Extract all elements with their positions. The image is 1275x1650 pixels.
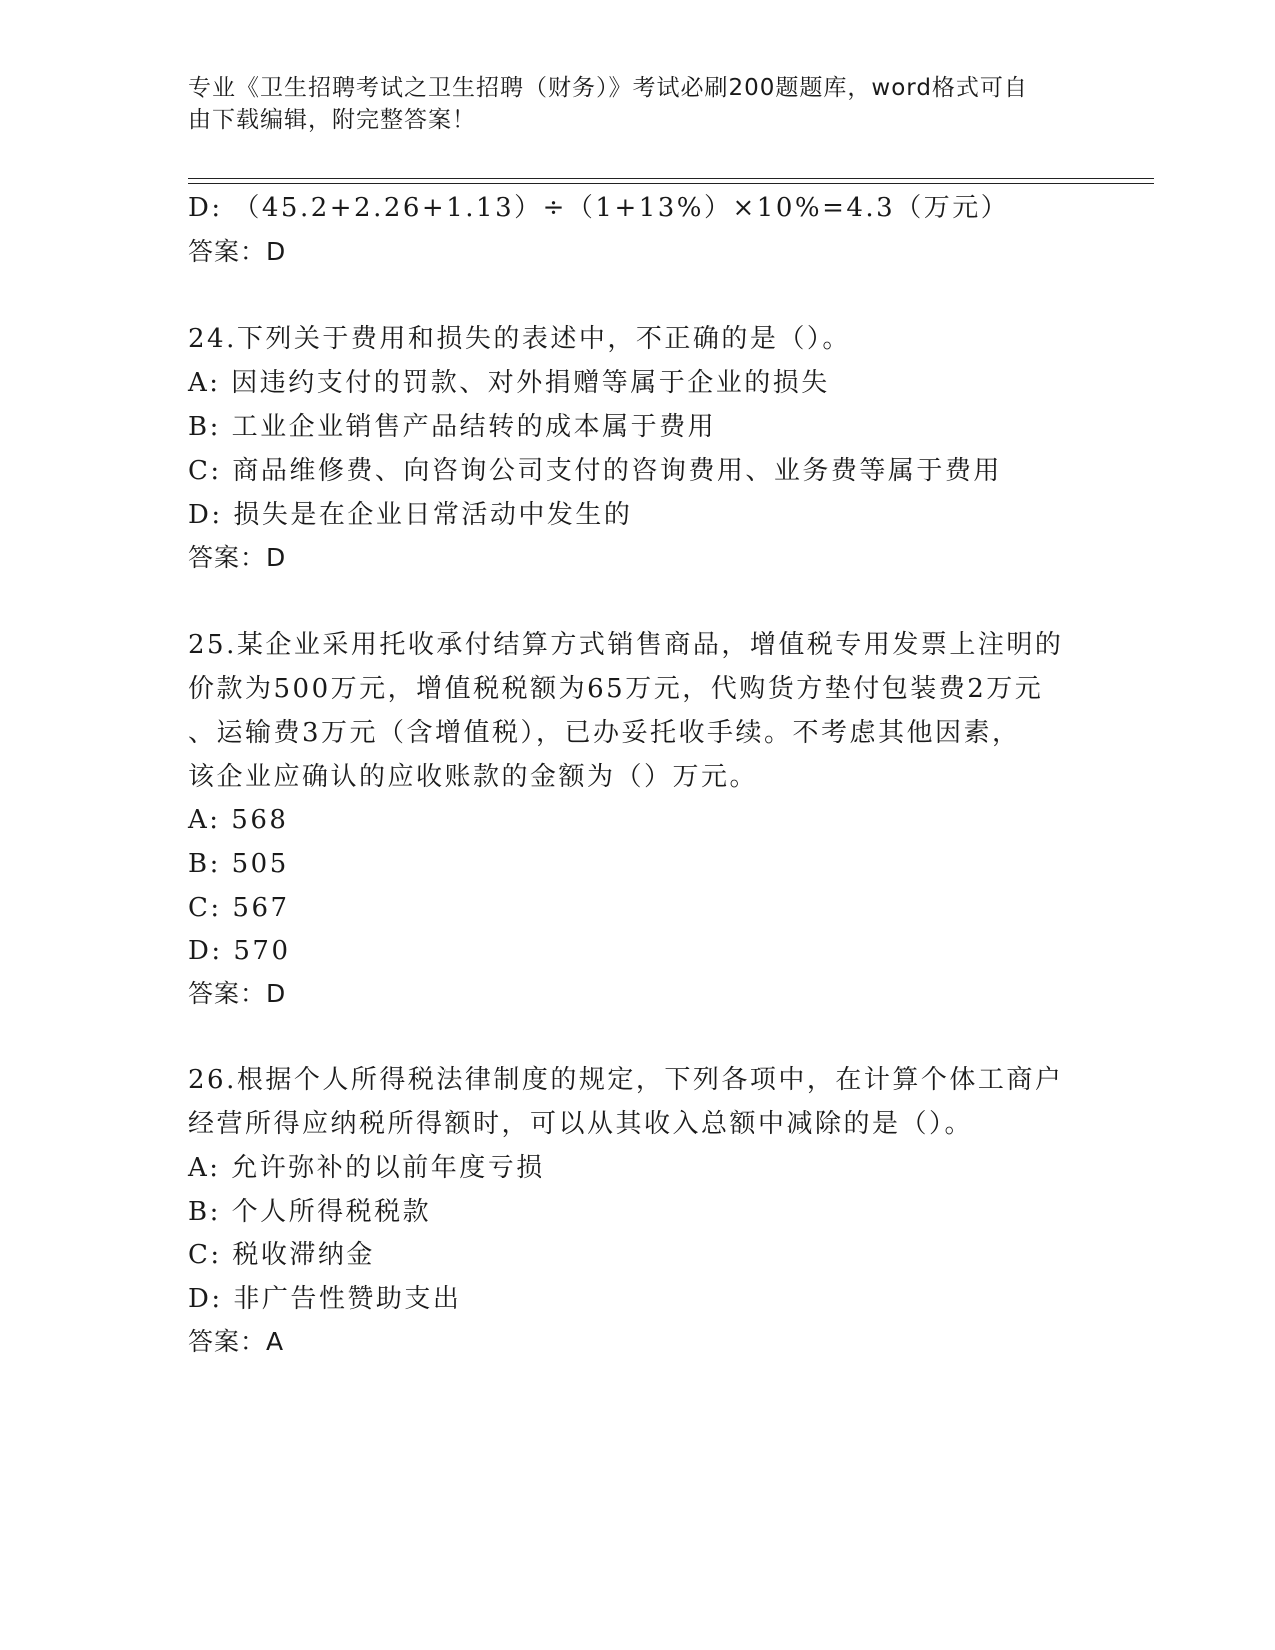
q26-option-d: D: 非广告性赞助支出 <box>188 1284 462 1314</box>
q24-option-b: B: 工业企业销售产品结转的成本属于费用 <box>188 412 717 442</box>
q26-stem-line-1: 26.根据个人所得税法律制度的规定，下列各项中，在计算个体工商户 <box>188 1065 1064 1095</box>
q24-stem: 24.下列关于费用和损失的表述中，不正确的是（）。 <box>188 324 851 354</box>
q24-option-c: C: 商品维修费、向咨询公司支付的咨询费用、业务费等属于费用 <box>188 456 1002 486</box>
q26-option-a: A: 允许弥补的以前年度亏损 <box>188 1153 545 1183</box>
q25-option-a: A: 568 <box>188 805 289 835</box>
q24-option-a: A: 因违约支付的罚款、对外捐赠等属于企业的损失 <box>188 368 830 398</box>
header-divider-top <box>188 178 1154 179</box>
q24-option-d: D: 损失是在企业日常活动中发生的 <box>188 500 633 530</box>
q25-option-d: D: 570 <box>188 936 291 966</box>
q26-option-b: B: 个人所得税税款 <box>188 1197 432 1227</box>
prev-option-d: D: （45.2+2.26+1.13）÷（1+13%）×10%=4.3（万元） <box>188 193 1010 223</box>
q25-stem-line-4: 该企业应确认的应收账款的金额为（）万元。 <box>188 762 759 792</box>
q25-option-b: B: 505 <box>188 849 289 879</box>
document-header <box>188 72 1068 136</box>
header-divider-bottom <box>188 183 1154 184</box>
q26-stem-line-2: 经营所得应纳税所得额时，可以从其收入总额中减除的是（）。 <box>188 1109 974 1139</box>
prev-answer: 答案：D <box>188 237 287 266</box>
q26-option-c: C: 税收滞纳金 <box>188 1240 375 1270</box>
q25-stem-line-3: 、运输费3万元（含增值税），已办妥托收手续。不考虑其他因素， <box>188 718 1021 748</box>
q25-answer: 答案：D <box>188 979 287 1008</box>
q26-answer: 答案：A <box>188 1327 285 1356</box>
header-line-2: 由下载编辑，附完整答案！ <box>188 107 476 133</box>
q25-option-c: C: 567 <box>188 893 290 923</box>
q24-answer: 答案：D <box>188 543 287 572</box>
q25-stem-line-2: 价款为500万元，增值税税额为65万元，代购货方垫付包装费2万元 <box>188 674 1044 704</box>
header-line-1: 专业《卫生招聘考试之卫生招聘（财务）》考试必刷200题题库，word格式可自 <box>188 75 1028 101</box>
q25-stem-line-1: 25.某企业采用托收承付结算方式销售商品，增值税专用发票上注明的 <box>188 630 1064 660</box>
